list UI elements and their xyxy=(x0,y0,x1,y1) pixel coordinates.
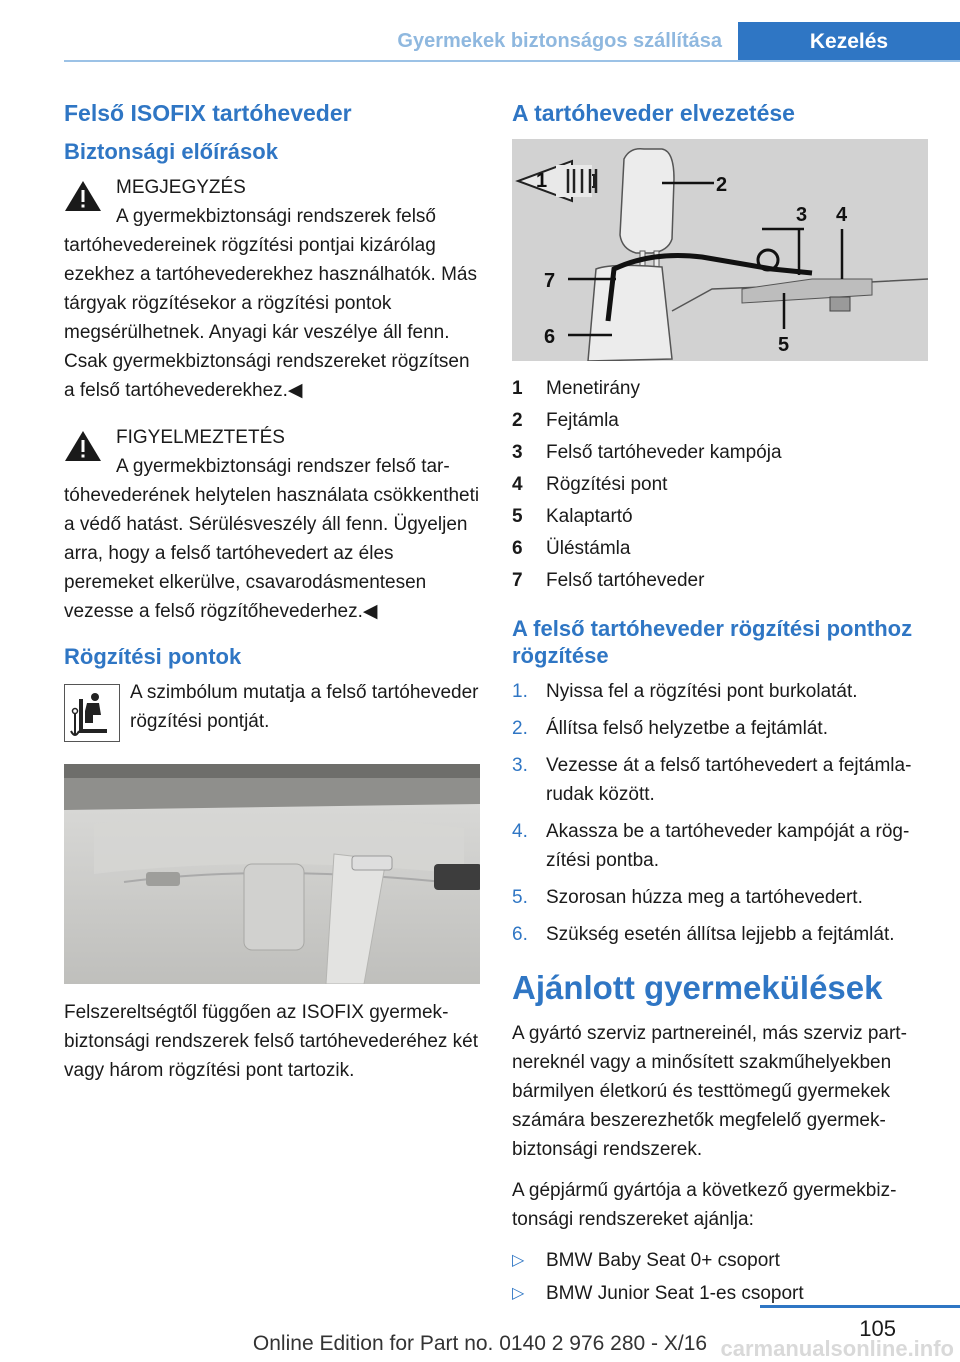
notice-block xyxy=(64,173,480,405)
warning-triangle-icon xyxy=(64,179,102,213)
footer-rule xyxy=(760,1305,960,1308)
isofix-anchor-icon xyxy=(64,684,120,742)
attach-steps xyxy=(512,677,928,949)
step-item: 4. Akassza be a tartóheveder kampóját a rögzítési pontba. xyxy=(512,821,910,871)
page-header xyxy=(64,22,960,62)
step-item: 5. Szorosan húzza meg a tartóhevedert. xyxy=(512,887,863,908)
list-item: ▷ BMW Baby Seat 0+ csoport xyxy=(512,1246,928,1275)
seats-paragraph-1: A gyártó szerviz partnereinél, más szerviz partnereknél vagy a minősített szakműhelyekben bármilyen életkorú és testtömegű gyermekek számára beszerezhetők megfelelő gyermekbiztonsági rendszerek. xyxy=(512,1023,907,1160)
legend-item: 5 Kalaptartó xyxy=(512,506,633,527)
warning-triangle-icon xyxy=(64,429,102,463)
list-item: ▷ BMW Junior Seat 1-es csoport xyxy=(512,1279,928,1308)
diagram-label-4: 4 xyxy=(836,204,848,226)
anchor-symbol-row xyxy=(64,678,480,740)
notice-text: A gyermekbiztonsági rendszerek felső tartóhevedereinek rögzítési pontjai kizárólag ezekhez a tartóhevederekhez használhatók. Más tárgyak rögzítésekor a rögzítési pontok megsérülhetnek. Anyagi kár veszélye áll fenn. Csak gyermekbiztonsági rendszereket rögzítsen a felső tartóhevederekhez.◀ xyxy=(64,206,477,401)
notice-title: MEGJEGYZÉS xyxy=(116,177,246,198)
tether-routing-diagram xyxy=(512,139,928,361)
bullet-arrow-icon: ▷ xyxy=(512,1285,525,1302)
diagram-label-2: 2 xyxy=(716,174,728,196)
warning-block xyxy=(64,423,480,626)
legend-item: 7 Felső tartóheveder xyxy=(512,570,705,591)
routing-heading: A tartóheveder elvezetése xyxy=(512,100,795,126)
warning-title: FIGYELMEZTETÉS xyxy=(116,427,285,448)
legend-item: 6 Üléstámla xyxy=(512,538,631,559)
seats-paragraph-2: A gépjármű gyártója a következő gyermekbiztonsági rendszereket ajánlja: xyxy=(512,1180,897,1230)
bullet-arrow-icon: ▷ xyxy=(512,1252,525,1269)
legend-item: 3 Felső tartóheveder kampója xyxy=(512,442,782,463)
diagram-label-5: 5 xyxy=(778,334,790,356)
section-heading: Felső ISOFIX tartóheveder xyxy=(64,100,352,126)
left-column xyxy=(64,100,480,1097)
diagram-label-3: 3 xyxy=(796,204,808,226)
step-item: 6. Szükség esetén állítsa lejjebb a fejtámlát. xyxy=(512,924,895,945)
recommended-seats-heading: Ajánlott gyermekülések xyxy=(512,969,883,1006)
edition-footer: Online Edition for Part no. 0140 2 976 280 - X/16 xyxy=(252,1332,708,1355)
diagram-legend xyxy=(512,373,928,597)
diagram-label-7: 7 xyxy=(544,270,556,292)
anchor-symbol-text: A szimbólum mutatja a felső tartóheveder rögzítési pontját. xyxy=(130,682,479,732)
recommended-seat-list xyxy=(512,1246,928,1308)
page-number: 105 xyxy=(859,1316,896,1341)
diagram-label-1: 1 xyxy=(536,170,548,192)
step-item: 3. Vezesse át a felső tartóhevedert a fejtámlarudak között. xyxy=(512,755,912,805)
section-title: Gyermekek biztonságos szállítása xyxy=(397,30,722,52)
step-item: 1. Nyissa fel a rögzítési pont burkolatát. xyxy=(512,681,858,702)
watermark: carmanualsonline.info xyxy=(720,1336,954,1361)
rear-seat-photo xyxy=(64,764,480,984)
safety-subheading: Biztonsági előírások xyxy=(64,139,278,164)
anchor-caption: Felszereltségtől függően az ISOFIX gyermekbiztonsági rendszerek felső tartóhevederéhez két vagy három rögzítési pont tartozik. xyxy=(64,1002,479,1081)
warning-text: A gyermekbiztonsági rendszer felső tartóhevederének helytelen használata csökkentheti a védő hatást. Sérülésveszély áll fenn. Ügyeljen arra, hogy a felső tartóhevedert az éles peremeket elkerülve, csavarodásmentesen vezesse a felső rögzítőhevederhez.◀ xyxy=(64,456,480,622)
anchor-points-heading: Rögzítési pontok xyxy=(64,644,242,669)
diagram-label-6: 6 xyxy=(544,326,556,348)
legend-item: 4 Rögzítési pont xyxy=(512,474,668,495)
step-item: 2. Állítsa felső helyzetbe a fejtámlát. xyxy=(512,718,828,739)
legend-item: 1 Menetirány xyxy=(512,378,640,399)
right-column xyxy=(512,100,928,1312)
attach-heading: A felső tartóheveder rögzítési ponthoz rögzítése xyxy=(512,616,913,668)
header-rule xyxy=(64,60,960,62)
chapter-tab: Kezelés xyxy=(738,22,960,62)
legend-item: 2 Fejtámla xyxy=(512,410,619,431)
